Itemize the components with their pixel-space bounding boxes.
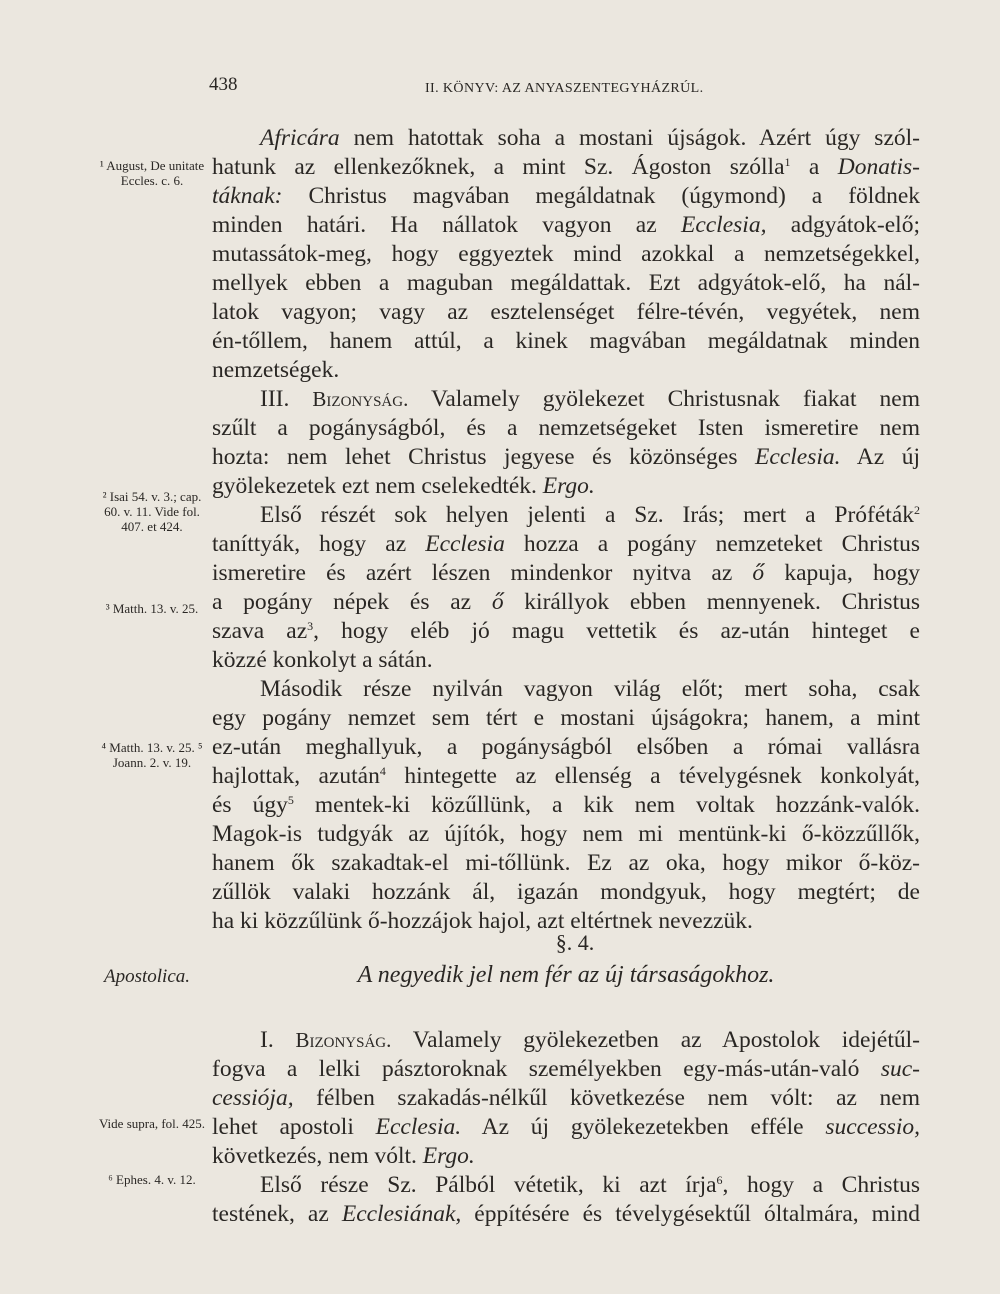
text-line: gyölekezetek ezt nem cselekedték. Ergo. — [212, 473, 595, 499]
text-line: hozta: nem lehet Christus jegyese és közönséges Ecclesia. Az új — [212, 444, 920, 470]
text-line: fogva a lelki pásztoroknak személyekben egy-más-után-való suc- — [212, 1056, 920, 1082]
text-line: taníttyák, hogy az Ecclesia hozza a pogány nemzeteket Christus — [212, 531, 920, 557]
text-line: cessiója, félben szakadás-nélkűl következése nem vólt: az nem — [212, 1085, 920, 1111]
text-line: mutassátok-meg, hogy eggyeztek mind azokkal a nemzetségekkel, — [212, 241, 920, 267]
text-line: a pogány népek és az ő királlyok ebben mennyenek. Christus — [212, 589, 920, 615]
text-line: mellyek ebben a maguban megáldattak. Ezt adgyátok-elő, ha nál- — [212, 270, 920, 296]
text-line: testének, az Ecclesiának, éppítésére és tévelygésektűl óltalmára, mind — [212, 1201, 920, 1227]
text-line: ismeretire és azért lészen mindenkor nyitva az ő kapuja, hogy — [212, 560, 921, 586]
margin-note-5: Vide supra, fol. 425. — [98, 1116, 206, 1131]
text-line: lehet apostoli Ecclesia. Az új gyölekezetekben efféle successio, — [212, 1114, 920, 1140]
text-line: Második része nyilván vagyon világ előt; mert soha, csak — [260, 676, 920, 702]
text-line: következés, nem vólt. Ergo. — [212, 1143, 475, 1169]
margin-note-apostolica: Apostolica. — [104, 966, 191, 987]
text-line: Magok-is tudgyák az újítók, hogy nem mi mentünk-ki ő-közzűllők, — [212, 821, 920, 847]
text-line: közzé konkolyt a sátán. — [212, 647, 433, 673]
running-title: II. KÖNYV: AZ ANYASZENTEGYHÁZRÚL. — [425, 81, 704, 96]
text-line: Első része Sz. Pálból vétetik, ki azt írja$^6$, hogy a Christus — [260, 1172, 921, 1198]
text-line: Africára nem hatottak soha a mostani újságok. Azért úgy szól- — [260, 125, 920, 151]
text-line: III. Bizonyság. Valamely gyölekezet Christusnak fiakat nem — [260, 386, 920, 412]
section-title: A negyedik jel nem fér az új társaságokhoz. — [357, 962, 775, 988]
text-line: és úgy$^5$ mentek-ki közűllünk, a kik nem voltak hozzánk-valók. — [212, 792, 921, 818]
margin-note-2: ² Isai 54. v. 3.; cap. 60. v. 11. Vide fol. 407. et 424. — [102, 489, 202, 534]
text-line: nemzetségek. — [212, 357, 340, 383]
text-line: hatunk az ellenkezőknek, a mint Sz. Ágoston szólla$^1$ a Donatis- — [212, 154, 920, 180]
text-line: ha ki közzűlünk ő-hozzájok hajol, azt eltértnek nevezzük. — [212, 908, 753, 934]
text-line: egy pogány nemzet sem tért e mostani újságokra; hanem, a mint — [212, 705, 920, 731]
text-line: I. Bizonyság. Valamely gyölekezetben az Apostolok idejétűl- — [260, 1027, 921, 1053]
text-line: hanem ők szakadtak-el mi-tőllünk. Ez az oka, hogy mikor ő-köz- — [212, 850, 920, 876]
text-line: szűlt a pogányságból, és a nemzetségeket Isten ismeretire nem — [212, 415, 920, 441]
text-line: szava $az^3$, hogy eléb jó magu vettetik és az-után hinteget e — [212, 618, 920, 644]
text-line: hajlottak, azután$^4$ hintegette az ellenség a tévelygésnek konkolyát, — [212, 763, 920, 789]
text-line: latok vagyon; vagy az esztelenséget félre-tévén, vegyétek, nem — [212, 299, 920, 325]
section-number: §. 4. — [555, 930, 595, 955]
margin-note-1: ¹ August, De unitate Eccles. c. 6. — [99, 158, 205, 188]
margin-note-3: ³ Matth. 13. v. 25. — [105, 601, 199, 616]
text-line: ez-után meghallyuk, a pogányságból elsőben a római vallásra — [212, 734, 920, 760]
text-line: én-tőllem, hanem attúl, a kinek magvában megáldatnak minden — [212, 328, 920, 354]
margin-note-4: ⁴ Matth. 13. v. 25. ⁵ Joann. 2. v. 19. — [101, 740, 203, 770]
text-line: zűllök valaki hozzánk ál, igazán mondgyuk, hogy megtért; de — [212, 879, 920, 905]
page-number: 438 — [209, 74, 238, 95]
margin-note-6: ⁶ Ephes. 4. v. 12. — [108, 1172, 196, 1187]
text-line: minden határi. Ha nállatok vagyon az Ecclesia, adgyátok-elő; — [212, 212, 920, 238]
text-line: táknak: Christus magvában megáldatnak (úgymond) a földnek — [212, 183, 920, 209]
text-line: Első részét sok helyen jelenti a Sz. Irás; mert a Próféták$^2$ — [260, 502, 920, 528]
